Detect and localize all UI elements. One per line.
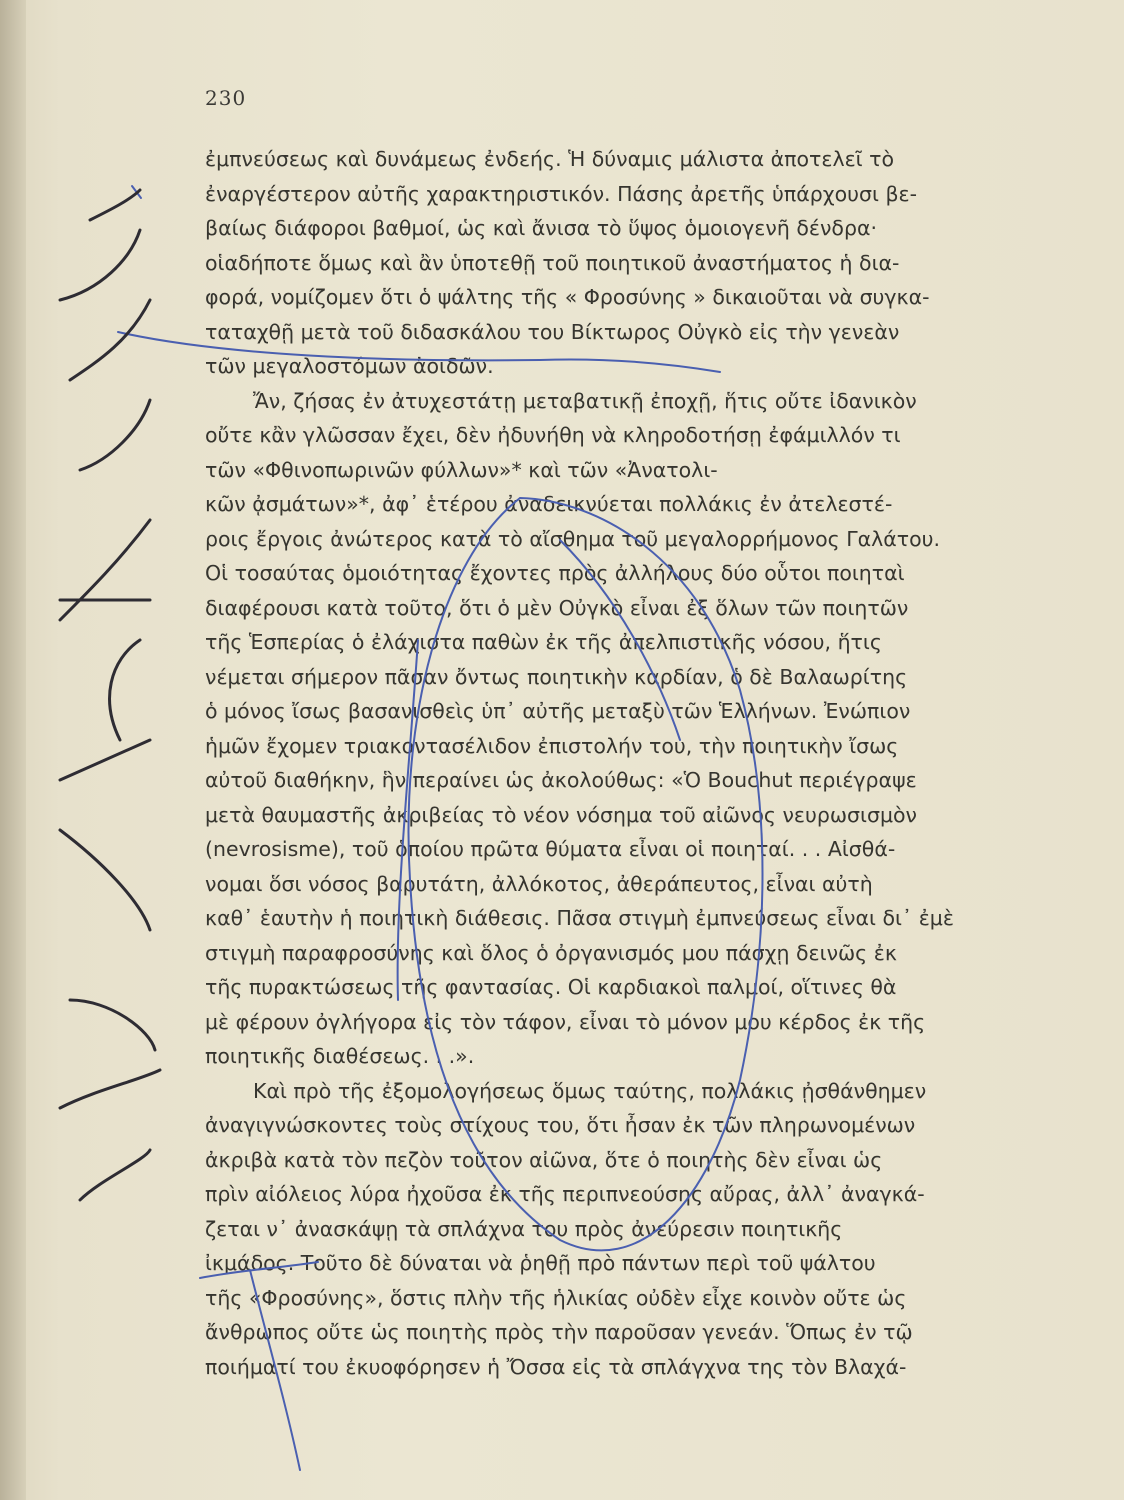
- text-line-content: ζεται ν᾽ ἀνασκάψῃ τὰ σπλάχνα του πρὸς ἀνεύρεσιν ποιητικῆς: [205, 1216, 843, 1241]
- descending-stroke: [250, 1270, 300, 1470]
- text-line-content: μετὰ θαυμαστῆς ἀκριβείας τὸ νέον νόσημα τοῦ αἰῶνος νευρωσισμὸν: [205, 802, 917, 827]
- text-line-content: οἱαδήποτε ὅμως καὶ ἂν ὑποτεθῇ τοῦ ποιητικοῦ ἀναστήματος ἡ δια-: [205, 250, 900, 275]
- text-line-content: ἀναγιγνώσκοντες τοὺς στίχους του, ὅτι ἦσαν ἐκ τῶν πληρωνομένων: [205, 1113, 916, 1137]
- text-line-content: κῶν ᾀσμάτων»*, ἀφ᾽ ἑτέρου ἀναδεικνύεται πολλάκις ἐν ἀτελεστέ-: [205, 492, 893, 516]
- text-line-content: ποιήματί του ἐκυοφόρησεν ἡ Ὄσσα εἰς τὰ σπλάγχνα της τὸν Βλαχά-: [205, 1354, 907, 1379]
- text-line-content: ἀκριβὰ κατὰ τὸν πεζὸν τοῦτον αἰῶνα, ὅτε ὁ ποιητὴς δὲν εἶναι ὡς: [205, 1147, 883, 1172]
- page-number: 230: [205, 86, 247, 110]
- text-line-content: τῆς «Φροσύνης», ὅστις πλὴν τῆς ἡλικίας οὐδὲν εἶχε κοινὸν οὔτε ὡς: [205, 1285, 907, 1310]
- enclosing-oval: [408, 498, 762, 1250]
- text-line-content: ἐμπνεύσεως καὶ δυνάμεως ἐνδεής. Ἡ δύναμις μάλιστα ἀποτελεῖ τὸ: [205, 147, 895, 171]
- text-line-content: Ἄν, ζήσας ἐν ἀτυχεστάτῃ μεταβατικῇ ἐποχῇ, ἥτις οὔτε ἰδανικὸν: [253, 388, 917, 413]
- text-line-content: βαίως διάφοροι βαθμοί, ὡς καὶ ἄνισα τὸ ὕψος ὁμοιογενῆ δένδρα·: [205, 216, 878, 240]
- text-line-content: ροις ἔργοις ἀνώτερος κατὰ τὸ αἴσθημα τοῦ μεγαλορρήμονος Γαλάτου.: [205, 526, 941, 551]
- text-line-content: πρὶν αἰόλειος λύρα ἠχοῦσα ἐκ τῆς περιπνεούσης αὔρας, ἀλλ᾽ ἀναγκά-: [205, 1182, 925, 1206]
- text-line-content: ἄνθρωπος οὔτε ὡς ποιητὴς πρὸς τὴν παροῦσαν γενεάν. Ὅπως ἐν τῷ: [205, 1320, 913, 1344]
- text-line-content: μὲ φέρουν ὀγλήγορα εἰς τὸν τάφον, εἶναι τὸ μόνον μου κέρδος ἐκ τῆς: [205, 1009, 926, 1034]
- text-line-content: αὐτοῦ διαθήκην, ἣν περαίνει ὡς ἀκολούθως: «Ὁ Bouchut περιέγραψε: [205, 768, 917, 792]
- text-line-content: τῶν «Φθινοπωρινῶν φύλλων»* καὶ τῶν «Ἀνατολι-: [205, 457, 718, 482]
- text-line-content: ἡμῶν ἔχομεν τριακοντασέλιδον ἐπιστολήν του, τὴν ποιητικὴν ἴσως: [205, 733, 899, 758]
- text-line-content: τῆς Ἑσπερίας ὁ ἐλάχιστα παθὼν ἐκ τῆς ἀπελπιστικῆς νόσου, ἥτις: [205, 630, 882, 654]
- diagonal-guide-line: [560, 540, 680, 740]
- strike-through-stroke: [118, 332, 720, 372]
- text-line-content: ταταχθῇ μετὰ τοῦ διδασκάλου του Βίκτωρος Οὐγκὸ εἰς τὴν γενεὰν: [205, 319, 900, 344]
- text-line-content: (nevrosisme), τοῦ ὁποίου πρῶτα θύματα εἶναι οἱ ποιηταί. . . Αἰσθά-: [205, 837, 896, 861]
- text-line-content: οὔτε κἂν γλῶσσαν ἔχει, δὲν ἠδυνήθη νὰ κληροδοτήσῃ ἐφάμιλλόν τι: [205, 423, 901, 447]
- text-line-content: στιγμὴ παραφροσύνης καὶ ὅλος ὁ ὀργανισμός μου πάσχῃ δεινῶς ἐκ: [205, 940, 897, 965]
- handwritten-note-stroke: [60, 190, 150, 380]
- text-line-content: νέμεται σήμερον πᾶσαν ὄντως ποιητικὴν καρδίαν, ὁ δὲ Βαλαωρίτης: [205, 664, 908, 689]
- text-line-content: καθ᾽ ἑαυτὴν ἡ ποιητικὴ διάθεσις. Πᾶσα στιγμὴ ἐμπνεύσεως εἶναι δι᾽ ἐμὲ: [205, 906, 954, 930]
- text-line-content: τῆς πυρακτώσεως τῆς φαντασίας. Οἱ καρδιακοὶ παλμοί, οἵτινες θὰ: [205, 975, 897, 999]
- handwritten-note-stroke: [60, 400, 150, 620]
- text-line-content: Καὶ πρὸ τῆς ἐξομολογήσεως ὅμως ταύτης, πολλάκις ᾐσθάνθημεν: [253, 1078, 927, 1103]
- text-line-content: φορά, νομίζομεν ὅτι ὁ ψάλτης τῆς « Φροσύνης » δικαιοῦται νὰ συγκα-: [205, 285, 930, 309]
- underline-stroke: [200, 1262, 318, 1278]
- text-line-content: ἐναργέστερον αὐτῆς χαρακτηριστικόν. Πάσης ἀρετῆς ὑπάρχουσι βε-: [205, 181, 918, 206]
- text-line-content: νομαι ὅσι νόσος βαρυτάτη, ἀλλόκοτος, ἀθεράπευτος, εἶναι αὐτὴ: [205, 871, 873, 896]
- handwritten-note-stroke: [60, 1000, 160, 1200]
- text-line-content: διαφέρουσι κατὰ τοῦτο, ὅτι ὁ μὲν Οὐγκὸ εἶναι ἐξ ὅλων τῶν ποιητῶν: [205, 595, 909, 620]
- handwritten-note-stroke: [60, 640, 150, 930]
- text-line-content: ποιητικῆς διαθέσεως. . .».: [205, 1044, 475, 1068]
- text-line-content: Οἱ τοσαύτας ὁμοιότητας ἔχοντες πρὸς ἀλλήλους δύο οὗτοι ποιηταὶ: [205, 561, 905, 585]
- text-line-content: ἰκμάδος. Τοῦτο δὲ δύναται νὰ ῥηθῇ πρὸ πάντων περὶ τοῦ ψάλτου: [205, 1251, 876, 1275]
- text-line-content: τῶν μεγαλοστόμων ἀοιδῶν.: [205, 354, 494, 378]
- text-line-content: ὁ μόνος ἴσως βασανισθεὶς ὑπ᾽ αὐτῆς μεταξὺ τῶν Ἑλλήνων. Ἐνώπιον: [205, 699, 911, 723]
